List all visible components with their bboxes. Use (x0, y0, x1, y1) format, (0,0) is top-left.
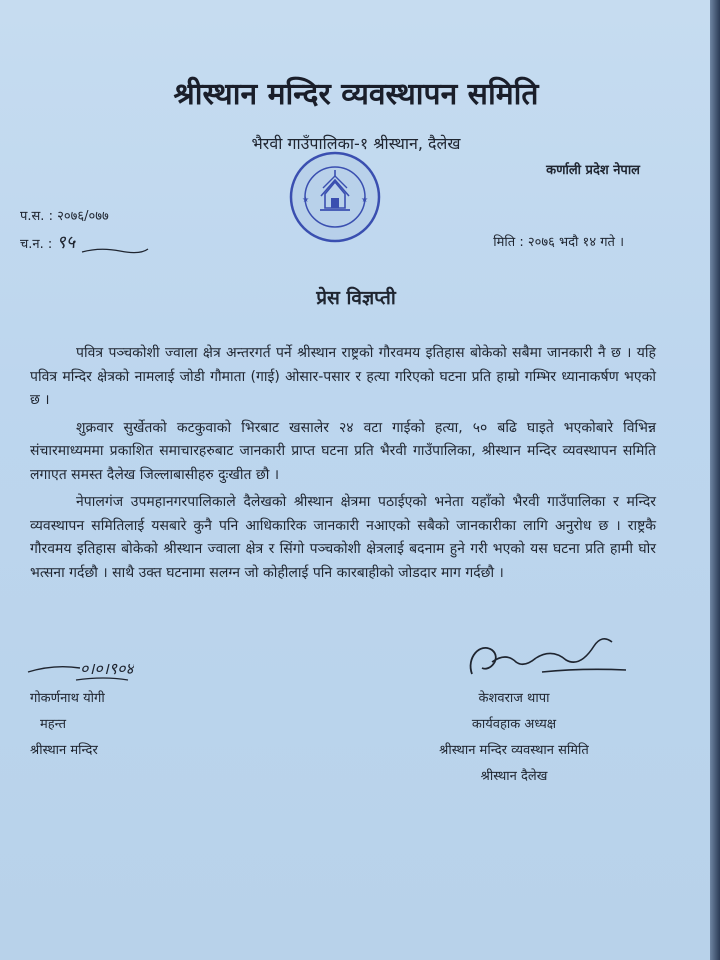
page-edge-shadow (710, 0, 720, 960)
left-signatory-name: गोकर्णनाथ योगी (30, 691, 105, 706)
organization-address: भैरवी गाउँपालिका-१ श्रीस्थान, दैलेख (251, 134, 461, 153)
right-signatory-name: केशवराज थापा (478, 691, 550, 706)
reference-ps-value: २०७६/०७७ (57, 209, 109, 224)
notice-body (30, 342, 656, 589)
organization-title: श्रीस्थान मन्दिर व्यवस्थापन समिति (173, 77, 539, 112)
notice-paragraph: पवित्र पञ्चकोशी ज्वाला क्षेत्र अन्तरगर्त पर्ने श्रीस्थान राष्ट्रको गौरवमय इतिहास बोकेको सबैमा जानकारी नै छ । यहि पवित्र मन्दिर क्षेत्रको नामलाई जोडी गौमाता (गाई) ओसार-पसार र हत्या गरिएको घटना प्रति हाम्रो गम्भिर ध्यानाकर्षण भएको छ । (30, 345, 656, 408)
left-signatory-title: महन्त (40, 717, 67, 732)
left-signature-mark (24, 650, 134, 686)
svg-text:०।०।९०४: ०।०।९०४ (80, 659, 134, 678)
reference-cn (20, 230, 75, 254)
right-signature-mark (462, 628, 632, 688)
right-signatory-org: श्रीस्थान मन्दिर व्यवस्थान समिति (439, 743, 589, 758)
left-signatory (30, 686, 105, 764)
notice-paragraph: नेपालगंज उपमहानगरपालिकाले दैलेखको श्रीस्थान क्षेत्रमा पठाईएको भनेता यहाँको भैरवी गाउँपालिका र मन्दिर व्यवस्थापन समितिलाई यसबारे कुनै पनि आधिकारिक जानकारी नआएको सबैको जानकारीका लागि अनुरोध छ । राष्ट्रकै गौरवमय इतिहास बोकेको श्रीस्थान ज्वाला क्षेत्र र सिंगो पञ्चकोशी क्षेत्रलाई बदनाम हुने गरी भएको यस घटना प्रति हामी घोर भत्सना गर्दछौ । साथै उक्त घटनामा सलग्न जो कोहीलाई पनि कारबाहीको जोडदार माग गर्दछौ । (30, 494, 656, 581)
reference-ps-label: प.स. : (20, 209, 53, 224)
notice-heading: प्रेस विज्ञप्ती (316, 287, 396, 309)
right-signatory-title: कार्यवहाक अध्यक्ष (471, 717, 557, 732)
issue-date (493, 232, 624, 250)
reference-ps (20, 206, 109, 224)
underline-stroke (80, 244, 150, 258)
svg-text:★: ★ (302, 195, 310, 204)
right-signatory-place: श्रीस्थान दैलेख (480, 769, 548, 784)
left-signatory-org: श्रीस्थान मन्दिर (30, 743, 98, 758)
right-signatory (404, 686, 624, 790)
reference-cn-value: ९५ (56, 232, 76, 253)
date-value: २०७६ भदौ १४ गते । (527, 235, 624, 250)
reference-cn-label: च.न. : (20, 237, 53, 252)
svg-text:★: ★ (361, 195, 369, 204)
province-label: कर्णाली प्रदेश नेपाल (546, 163, 640, 178)
notice-paragraph: शुक्रवार सुर्खेतको कटकुवाको भिरबाट खसालेर २४ वटा गाईको हत्या, ५० बढि घाइते भएकोबारे विभिन्न संचारमाध्यममा प्रकाशित समाचारहरुबाट जानकारी प्राप्त घटना प्रति भैरवी गाउँपालिका, श्रीस्थान मन्दिर व्यवस्थापन समिति लगाएत समस्त दैलेख जिल्लाबासीहरु दुःखीत छौ । (30, 419, 656, 483)
date-label: मिति : (493, 235, 524, 250)
organization-seal (288, 150, 382, 244)
